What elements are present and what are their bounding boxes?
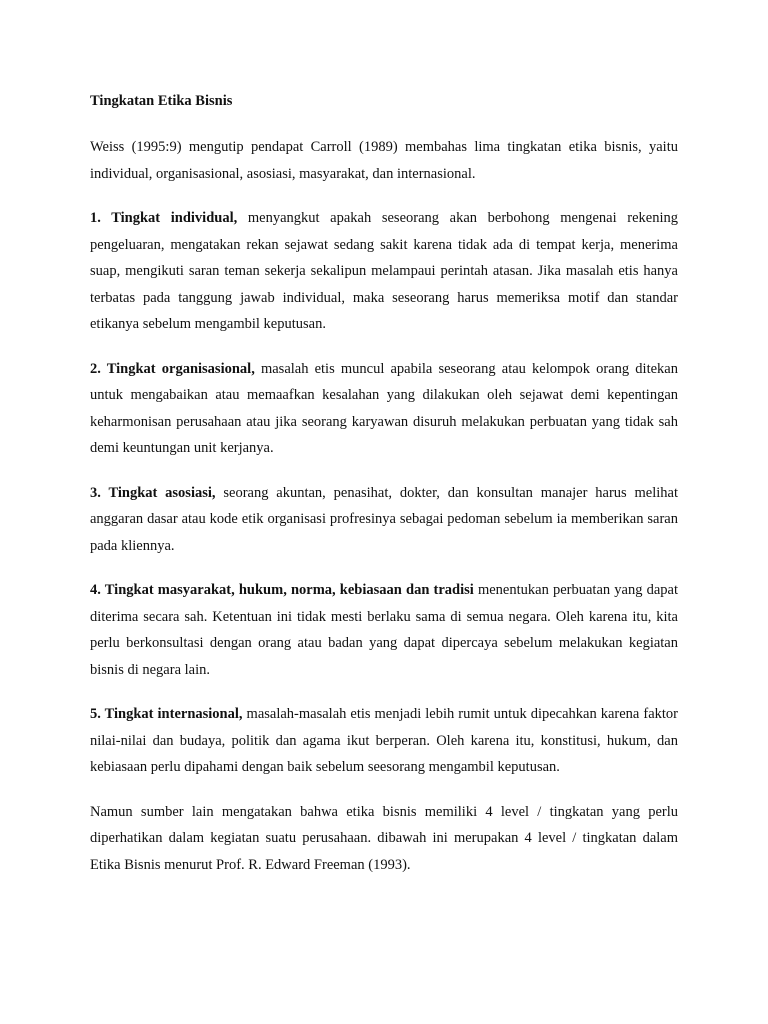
level-2-heading: 2. Tingkat organisasional, <box>90 360 255 377</box>
level-4-paragraph <box>90 577 678 683</box>
level-5-heading: 5. Tingkat internasional, <box>90 706 243 722</box>
level-3-text: seorang akuntan, penasihat, dokter, dan konsultan manajer harus melihat anggaran dasar atau kode etik organisasi profresinya sebagai pedoman sebelum ia memberikan saran pada kliennya. <box>90 484 678 554</box>
document-page <box>90 88 678 896</box>
level-5-text: masalah-masalah etis menjadi lebih rumit untuk dipecahkan karena faktor nilai-nilai dan budaya, politik dan agama ikut berperan. Oleh karena itu, konstitusi, hukum, dan kebiasaan perlu dipahami dengan baik sebelum seesorang mengambil keputusan. <box>90 706 678 775</box>
level-2-text: masalah etis muncul apabila seseorang atau kelompok orang ditekan untuk mengabaikan atau memaafkan kesalahan yang dilakukan oleh sejawat demi kepentingan keharmonisan perusahaan atau jika seorang karyawan disuruh melakukan perbuatan yang tidak sah demi keuntungan unit kerjanya. <box>90 360 678 456</box>
level-3-heading: 3. Tingkat asosiasi, <box>90 484 216 501</box>
level-5-paragraph <box>90 701 678 781</box>
level-1-heading: 1. Tingkat individual, <box>90 210 238 226</box>
level-1-text: menyangkut apakah seseorang akan berbohong mengenai rekening pengeluaran, mengatakan rekan sejawat sedang sakit karena tidak ada di tempat kerja, menerima suap, mengikuti saran teman sekerja sekalipun melampaui perintah atasan. Jika masalah etis hanya terbatas pada tanggung jawab individual, maka seseorang harus memeriksa motif dan standar etikanya sebelum mengambil keputusan. <box>90 210 678 332</box>
intro-paragraph: Weiss (1995:9) mengutip pendapat Carroll (1989) membahas lima tingkatan etika bisnis, yaitu individual, organisasional, asosiasi, masyarakat, dan internasional. <box>90 139 678 182</box>
level-3-paragraph <box>90 480 678 560</box>
closing-paragraph: Namun sumber lain mengatakan bahwa etika bisnis memiliki 4 level / tingkatan yang perlu diperhatikan dalam kegiatan suatu perusahaan. dibawah ini merupakan 4 level / tingkatan dalam Etika Bisnis menurut Prof. R. Edward Freeman (1993). <box>90 803 678 873</box>
document-title: Tingkatan Etika Bisnis <box>90 93 233 109</box>
level-4-text: menentukan perbuatan yang dapat diterima secara sah. Ketentuan ini tidak mesti berlaku sama di semua negara. Oleh karena itu, kita perlu berkonsultasi dengan orang atau badan yang dapat dipercaya sebelum melakukan kegiatan bisnis di negara lain. <box>90 582 678 678</box>
level-1-paragraph <box>90 205 678 338</box>
level-2-paragraph <box>90 356 678 462</box>
level-4-heading: 4. Tingkat masyarakat, hukum, norma, kebiasaan dan tradisi <box>90 582 474 598</box>
